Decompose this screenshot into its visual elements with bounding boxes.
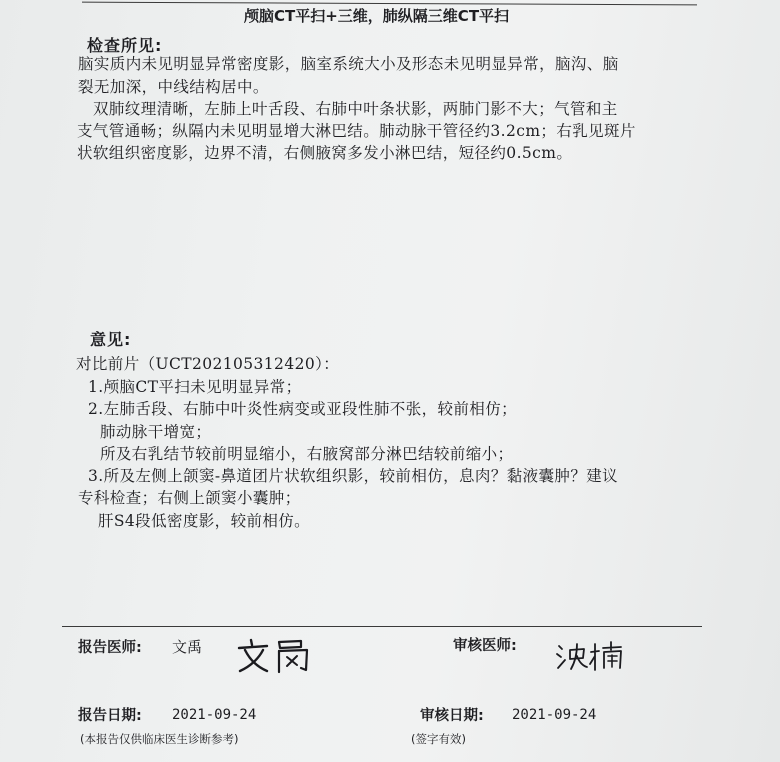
opinion-line: 3.所及左侧上颌窦-鼻道团片状软组织影，较前相仿，息肉？黏液囊肿？建议 — [88, 467, 619, 485]
findings-line: 脑实质内未见明显异常密度影，脑室系统大小及形态未见明显异常，脑沟、脑 — [78, 55, 619, 73]
opinion-line: 肺动脉干增宽； — [100, 423, 212, 441]
disclaimer-note: (本报告仅供临床医生诊断参考) — [80, 732, 239, 746]
reviewer-label: 审核医师: — [453, 638, 517, 654]
footer-rule — [62, 626, 702, 627]
reporter-label: 报告医师: — [78, 640, 142, 656]
opinion-line: 专科检查；右侧上颌窦小囊肿； — [78, 489, 301, 507]
report-date-label: 报告日期: — [78, 708, 142, 724]
header-rule — [82, 2, 697, 6]
reporter-signature — [235, 636, 315, 676]
opinion-line: 肝S4段低密度影，较前相仿。 — [98, 512, 311, 530]
findings-line: 双肺纹理清晰，左肺上叶舌段、右肺中叶条状影，两肺门影不大；气管和主 — [93, 100, 618, 118]
report-title: 颅脑CT平扫+三维，肺纵隔三维CT平扫 — [244, 7, 510, 25]
findings-line: 支气管通畅；纵隔内未见明显增大淋巴结。肺动脉干管径约3.2cm；右乳见斑片 — [77, 122, 636, 140]
reviewer-signature — [553, 638, 633, 674]
review-date: 2021-09-24 — [512, 707, 597, 723]
signature-valid-note: (签字有效) — [411, 732, 466, 746]
reporter-name: 文禹 — [172, 638, 203, 656]
findings-heading: 检查所见: — [87, 36, 163, 55]
opinion-heading: 意见: — [90, 330, 132, 349]
opinion-line: 所及右乳结节较前明显缩小，右腋窝部分淋巴结较前缩小； — [100, 445, 514, 463]
opinion-line: 对比前片（UCT202105312420）： — [76, 355, 340, 373]
opinion-line: 1.颅脑CT平扫未见明显异常； — [88, 378, 302, 396]
findings-line: 裂无加深，中线结构居中。 — [78, 78, 269, 96]
findings-line: 状软组织密度影，边界不清，右侧腋窝多发小淋巴结，短径约0.5cm。 — [77, 144, 573, 162]
opinion-line: 2.左肺舌段、右肺中叶炎性病变或亚段性肺不张，较前相仿； — [88, 400, 517, 418]
report-date: 2021-09-24 — [172, 707, 257, 723]
review-date-label: 审核日期: — [420, 708, 484, 724]
